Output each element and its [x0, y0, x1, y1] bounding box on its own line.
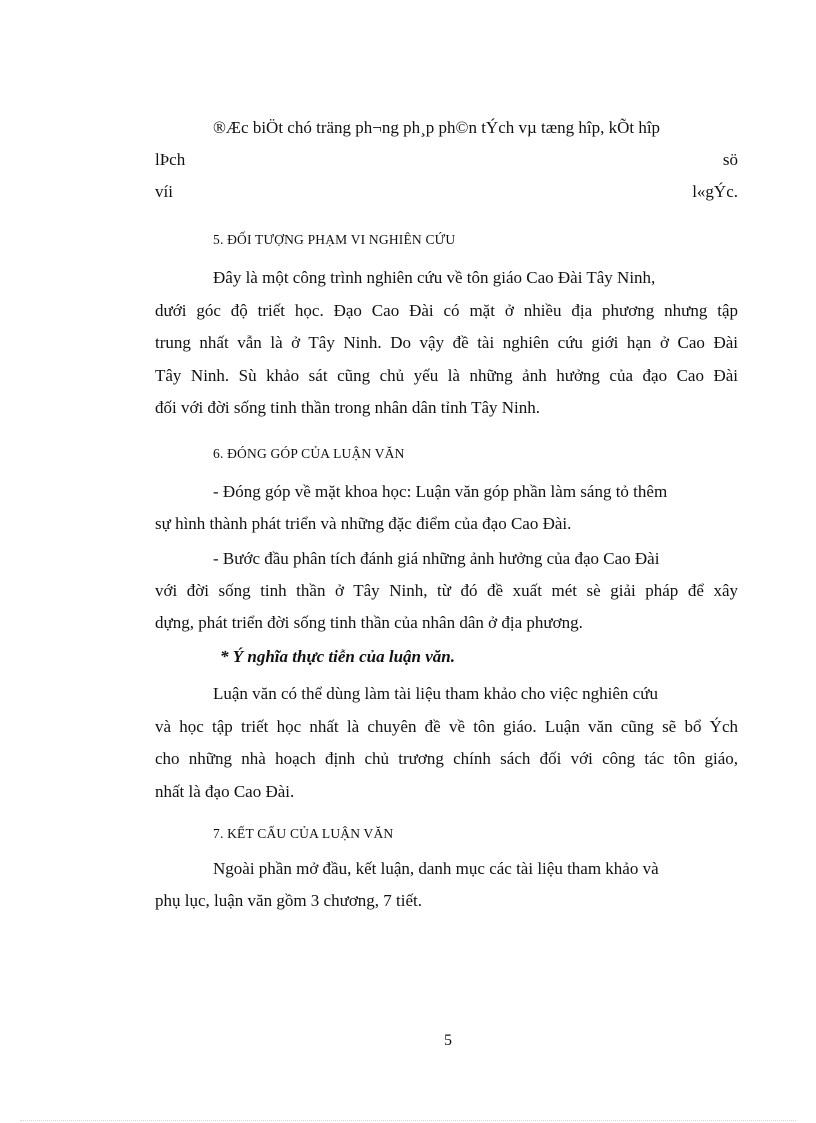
section-7-line-2: phụ lục, luận văn gồm 3 chương, 7 tiết.	[155, 891, 423, 910]
section-5-line-4: Tây Ninh. Sù khảo sát cũng chủ yếu là những ảnh hưởng của đạo Cao Đài	[155, 366, 738, 385]
practical-line-1: Luận văn có thể dùng làm tài liệu tham khảo cho việc nghiên cứu	[213, 684, 658, 703]
section-6-para-2-line-3: dựng, phát triển đời sống tinh thần của nhân dân ở địa phương.	[155, 613, 583, 632]
page-bottom-rule	[20, 1120, 796, 1121]
section-6-para-1-line-1: - Đóng góp về mặt khoa học: Luận văn góp phần làm sáng tỏ thêm	[213, 482, 668, 501]
section-5-line-3: trung nhất vẫn là ở Tây Ninh. Do vậy đề tài nghiên cứu giới hạn ở Cao Đài	[155, 333, 738, 352]
section-7-heading: 7. KẾT CẤU CỦA LUẬN VĂN	[213, 826, 394, 841]
section-6-para-2-line-2: với đời sống tinh thần ở Tây Ninh, từ đó đề xuất mét sè giải pháp để xây	[155, 581, 738, 600]
practical-heading: * Ý nghĩa thực tiễn của luận văn.	[220, 647, 456, 666]
split-line-1-left: lÞch	[155, 150, 186, 169]
section-6-para-1-line-2: sự hình thành phát triển và những đặc điểm của đạo Cao Đài.	[155, 514, 572, 533]
section-5-line-1: Đây là một công trình nghiên cứu về tôn giáo Cao Đài Tây Ninh,	[213, 268, 656, 287]
section-5-line-5: đối với đời sống tinh thần trong nhân dân tỉnh Tây Ninh.	[155, 398, 541, 417]
practical-line-3: cho những nhà hoạch định chủ trương chính sách đối với công tác tôn giáo,	[155, 749, 738, 768]
split-line-1-right: sö	[722, 150, 738, 169]
split-line-2-left: víi	[155, 182, 173, 201]
split-line-2-right: l«gÝc.	[692, 182, 738, 201]
section-5-line-2: dưới góc độ triết học. Đạo Cao Đài có mặt ở nhiều địa phương nhưng tập	[155, 301, 738, 320]
practical-line-4: nhất là đạo Cao Đài.	[155, 782, 295, 801]
section-6-heading: 6. ĐÓNG GÓP CỦA LUẬN VĂN	[213, 446, 405, 461]
practical-line-2: và học tập triết học nhất là chuyên đề về tôn giáo. Luận văn cũng sẽ bổ Ých	[155, 717, 738, 736]
section-5-heading: 5. ĐỐI TƯỢNG PHẠM VI NGHIÊN CỨU	[213, 232, 456, 247]
intro-line-1: ®Æc biÖt chó träng ph¬ng ph¸p ph©n tÝch vµ tæng hîp, kÕt hîp	[213, 118, 661, 137]
page-number: 5	[444, 1032, 452, 1049]
section-6-para-2-line-1: - Bước đầu phân tích đánh giá những ảnh hưởng của đạo Cao Đài	[213, 549, 660, 568]
section-7-line-1: Ngoài phần mở đầu, kết luận, danh mục các tài liệu tham khảo và	[213, 859, 659, 878]
